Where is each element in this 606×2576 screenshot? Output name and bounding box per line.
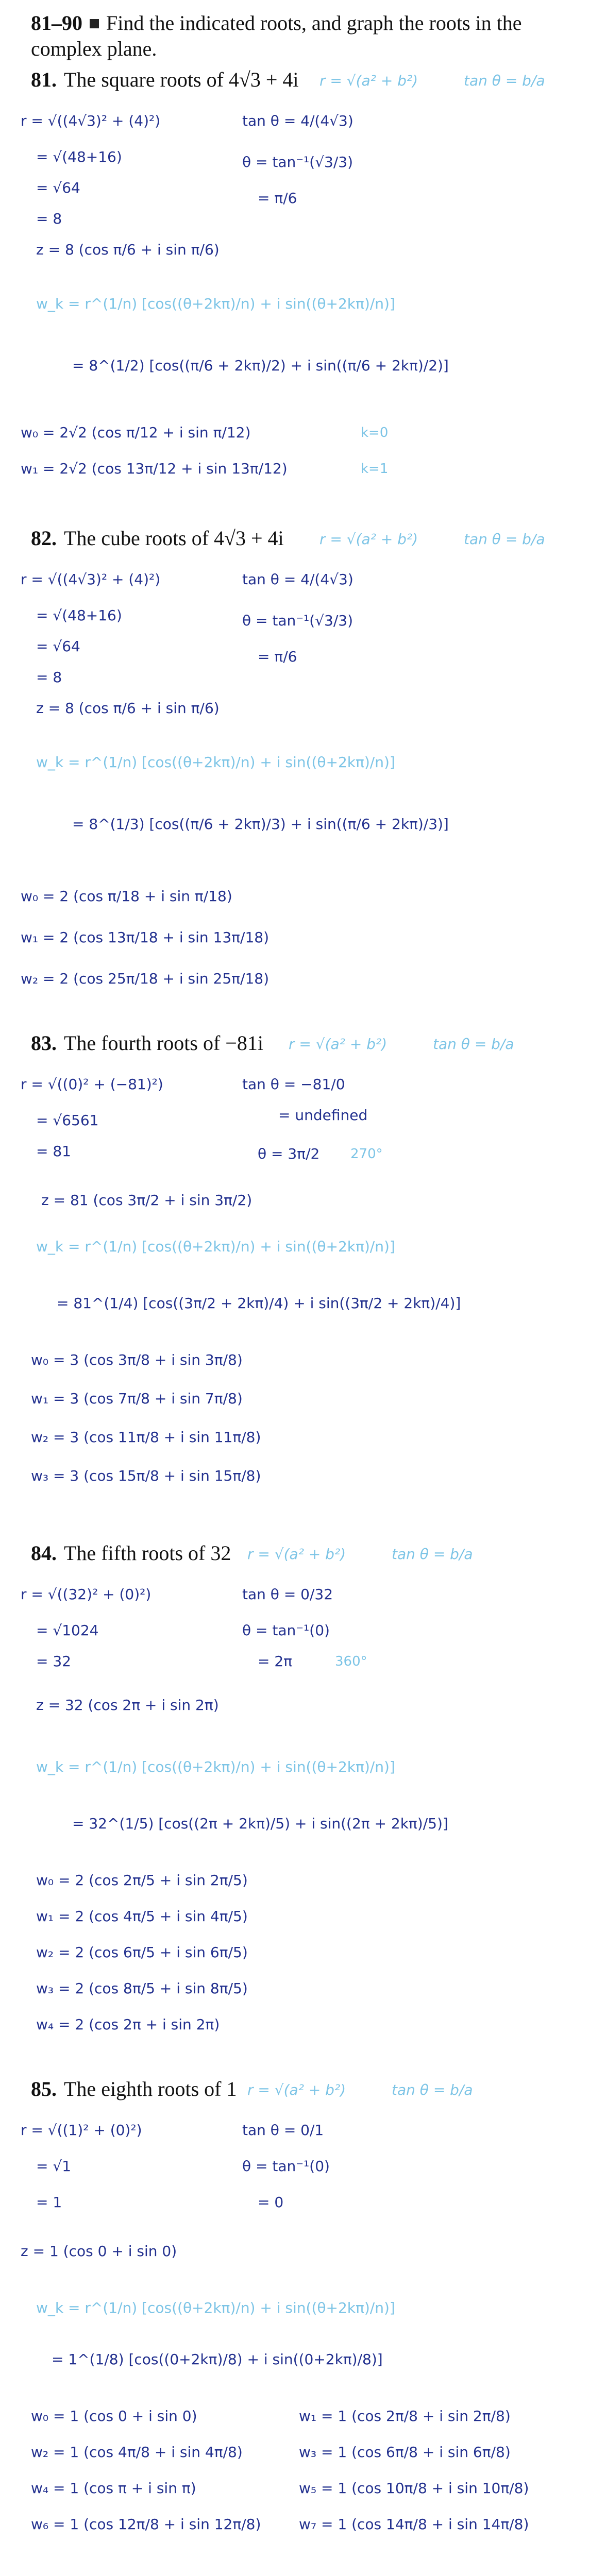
root-line: w₀ = 1 (cos 0 + i sin 0) — [31, 2408, 197, 2425]
root-line: w₃ = 3 (cos 15π/8 + i sin 15π/8) — [31, 1467, 261, 1484]
angle-formula-cue: tan θ = b/a — [392, 1546, 473, 1563]
root-line: w₁ = 1 (cos 2π/8 + i sin 2π/8) — [299, 2408, 511, 2425]
work-line: = 8^(1/2) [cos((π/6 + 2kπ)/2) + i sin((π/6 + 2kπ)/2)] — [72, 357, 449, 374]
work-line: = 8 — [36, 669, 62, 686]
problem-84 — [0, 1540, 606, 2066]
root-formula-line: w_k = r^(1/n) [cos((θ+2kπ)/n) + i sin((θ+2kπ)/n)] — [36, 295, 395, 312]
instructions-text: Find the indicated roots, and graph the roots in the complex plane. — [31, 11, 522, 60]
modulus-formula-cue: r = √(a² + b²) — [319, 531, 418, 548]
root-line: w₂ = 3 (cos 11π/8 + i sin 11π/8) — [31, 1429, 261, 1446]
angle-formula-cue: tan θ = b/a — [464, 531, 545, 548]
work-line: = √1024 — [36, 1622, 99, 1639]
problem-number: 82. — [31, 527, 57, 550]
problem-statement: The cube roots of 4√3 + 4i — [64, 527, 284, 550]
work-line: r = √((32)² + (0)²) — [21, 1586, 152, 1603]
angle-formula-cue: tan θ = b/a — [392, 2081, 473, 2098]
work-line: z = 81 (cos 3π/2 + i sin 3π/2) — [41, 1192, 252, 1209]
root-line: w₀ = 3 (cos 3π/8 + i sin 3π/8) — [31, 1351, 243, 1368]
work-line: tan θ = 4/(4√3) — [242, 112, 354, 129]
problem-statement: The fifth roots of 32 — [64, 1541, 231, 1565]
modulus-formula-cue: r = √(a² + b²) — [289, 1036, 388, 1053]
root-line: w₁ = 2√2 (cos 13π/12 + i sin 13π/12) — [21, 460, 288, 477]
root-line: w₅ = 1 (cos 10π/8 + i sin 10π/8) — [299, 2480, 529, 2497]
work-line: = 8 — [36, 210, 62, 227]
root-line: w₄ = 2 (cos 2π + i sin 2π) — [36, 2016, 220, 2033]
root-formula-line: w_k = r^(1/n) [cos((θ+2kπ)/n) + i sin((θ+2kπ)/n)] — [36, 754, 395, 771]
degree-note: 360° — [335, 1654, 367, 1669]
root-line: w₃ = 1 (cos 6π/8 + i sin 6π/8) — [299, 2444, 511, 2461]
problem-statement: The fourth roots of −81i — [64, 1031, 263, 1055]
work-line: r = √((0)² + (−81)²) — [21, 1076, 163, 1093]
work-line: = 81^(1/4) [cos((3π/2 + 2kπ)/4) + i sin((3π/2 + 2kπ)/4)] — [57, 1295, 461, 1312]
root-line: w₃ = 2 (cos 8π/5 + i sin 8π/5) — [36, 1980, 248, 1997]
work-line: tan θ = −81/0 — [242, 1076, 345, 1093]
root-line: w₄ = 1 (cos π + i sin π) — [31, 2480, 196, 2497]
angle-formula-cue: tan θ = b/a — [464, 72, 545, 89]
problem-number: 85. — [31, 2077, 57, 2100]
root-line: w₀ = 2 (cos 2π/5 + i sin 2π/5) — [36, 1872, 248, 1889]
angle-formula-cue: tan θ = b/a — [433, 1036, 514, 1053]
work-line: = √64 — [36, 638, 80, 655]
work-line: r = √((4√3)² + (4)²) — [21, 571, 161, 588]
problem-number: 84. — [31, 1541, 57, 1565]
exercise-range: 81–90 — [31, 11, 82, 35]
work-line: r = √((4√3)² + (4)²) — [21, 112, 161, 129]
root-line: w₆ = 1 (cos 12π/8 + i sin 12π/8) — [31, 2516, 261, 2533]
problem-statement: The square roots of 4√3 + 4i — [64, 68, 299, 91]
work-line: = √(48+16) — [36, 607, 122, 624]
degree-note: 270° — [350, 1146, 383, 1162]
problem-number: 83. — [31, 1031, 57, 1055]
work-line: = 81 — [36, 1143, 71, 1160]
work-line: = √64 — [36, 179, 80, 196]
work-line: = 0 — [258, 2194, 284, 2211]
work-line: = 2π — [258, 1653, 293, 1670]
modulus-formula-cue: r = √(a² + b²) — [247, 1546, 346, 1563]
work-line: tan θ = 0/1 — [242, 2122, 324, 2139]
root-line: w₂ = 2 (cos 25π/18 + i sin 25π/18) — [21, 970, 270, 987]
problem-title — [31, 2076, 237, 2102]
work-line: = 32 — [36, 1653, 71, 1670]
work-line: z = 8 (cos π/6 + i sin π/6) — [36, 241, 220, 258]
work-line: = √6561 — [36, 1112, 99, 1129]
root-line: w₁ = 3 (cos 7π/8 + i sin 7π/8) — [31, 1390, 243, 1407]
problem-title — [31, 1030, 263, 1056]
root-line: w₁ = 2 (cos 4π/5 + i sin 4π/5) — [36, 1908, 248, 1925]
root-formula-line: w_k = r^(1/n) [cos((θ+2kπ)/n) + i sin((θ+2kπ)/n)] — [36, 1238, 395, 1255]
modulus-formula-cue: r = √(a² + b²) — [247, 2081, 346, 2098]
problem-statement: The eighth roots of 1 — [64, 2077, 237, 2100]
work-line: = π/6 — [258, 648, 297, 665]
work-line: = 32^(1/5) [cos((2π + 2kπ)/5) + i sin((2π + 2kπ)/5)] — [72, 1815, 448, 1832]
work-line: z = 1 (cos 0 + i sin 0) — [21, 2243, 177, 2260]
k-note: k=1 — [361, 461, 389, 477]
work-line: = √(48+16) — [36, 148, 122, 165]
work-line: = 8^(1/3) [cos((π/6 + 2kπ)/3) + i sin((π/6 + 2kπ)/3)] — [72, 816, 449, 833]
problem-title — [31, 1540, 231, 1566]
root-line: w₀ = 2√2 (cos π/12 + i sin π/12) — [21, 424, 251, 441]
root-line: w₇ = 1 (cos 14π/8 + i sin 14π/8) — [299, 2516, 529, 2533]
modulus-formula-cue: r = √(a² + b²) — [319, 72, 418, 89]
work-line: = √1 — [36, 2158, 72, 2175]
root-line: w₁ = 2 (cos 13π/18 + i sin 13π/18) — [21, 929, 270, 946]
problem-title — [31, 67, 299, 93]
root-line: w₀ = 2 (cos π/18 + i sin π/18) — [21, 888, 232, 905]
work-line: θ = 3π/2 — [258, 1145, 320, 1162]
work-line: r = √((1)² + (0)²) — [21, 2122, 142, 2139]
work-line: θ = tan⁻¹(√3/3) — [242, 612, 354, 629]
problem-title — [31, 526, 284, 551]
root-line: w₂ = 1 (cos 4π/8 + i sin 4π/8) — [31, 2444, 243, 2461]
problem-83 — [0, 1030, 606, 1525]
work-line: = 1^(1/8) [cos((0+2kπ)/8) + i sin((0+2kπ)/8)] — [52, 2351, 383, 2368]
work-line: = 1 — [36, 2194, 62, 2211]
root-line: w₂ = 2 (cos 6π/5 + i sin 6π/5) — [36, 1944, 248, 1961]
work-line: θ = tan⁻¹(0) — [242, 1622, 330, 1639]
work-line: tan θ = 0/32 — [242, 1586, 333, 1603]
work-line: tan θ = 4/(4√3) — [242, 571, 354, 588]
work-line: z = 8 (cos π/6 + i sin π/6) — [36, 700, 220, 717]
work-line: = π/6 — [258, 190, 297, 207]
instructions — [31, 10, 587, 62]
problem-82 — [0, 526, 606, 1020]
square-bullet-icon — [90, 19, 99, 28]
problem-number: 81. — [31, 68, 57, 91]
problem-81 — [0, 67, 606, 520]
work-line: z = 32 (cos 2π + i sin 2π) — [36, 1697, 219, 1714]
problem-85 — [0, 2076, 606, 2576]
work-line: θ = tan⁻¹(0) — [242, 2158, 330, 2175]
root-formula-line: w_k = r^(1/n) [cos((θ+2kπ)/n) + i sin((θ+2kπ)/n)] — [36, 1758, 395, 1775]
root-formula-line: w_k = r^(1/n) [cos((θ+2kπ)/n) + i sin((θ+2kπ)/n)] — [36, 2299, 395, 2316]
work-line: = undefined — [278, 1107, 368, 1124]
k-note: k=0 — [361, 425, 389, 440]
work-line: θ = tan⁻¹(√3/3) — [242, 154, 354, 171]
